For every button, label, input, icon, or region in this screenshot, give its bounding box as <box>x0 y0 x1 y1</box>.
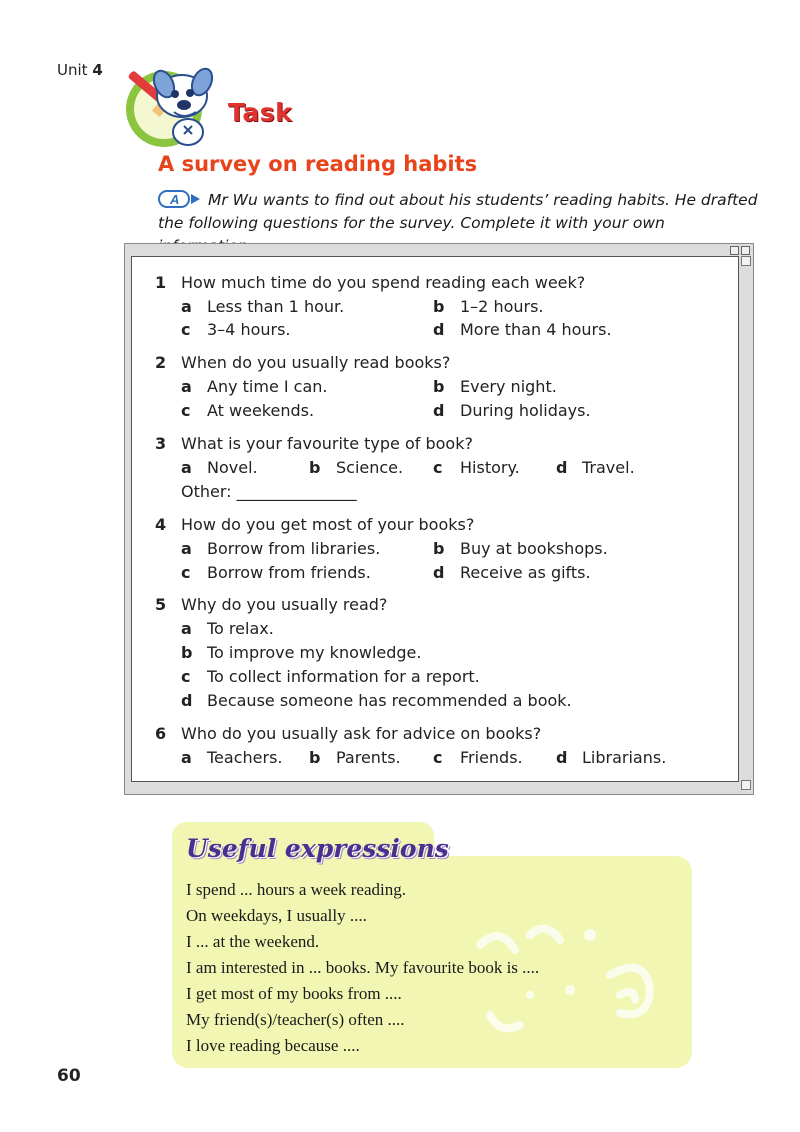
q6-option-b[interactable]: Parents. <box>336 748 401 767</box>
scroll-down-icon[interactable] <box>741 780 751 790</box>
expression-line: My friend(s)/teacher(s) often .... <box>186 1010 405 1029</box>
q6-number: 6 <box>155 724 167 743</box>
q1-letter-b: b <box>433 297 445 316</box>
q2-option-b[interactable]: Every night. <box>460 377 557 396</box>
q1-text: How much time do you spend reading each week? <box>181 273 586 292</box>
q4-letter-d: d <box>433 563 445 582</box>
q6-letter-b: b <box>309 748 321 767</box>
q2-letter-c: c <box>181 401 191 420</box>
q5-option-c[interactable]: To collect information for a report. <box>207 667 480 686</box>
q5-letter-b: b <box>181 643 193 662</box>
q6-letter-c: c <box>433 748 443 767</box>
q3-option-b[interactable]: Science. <box>336 458 404 477</box>
q5-letter-a: a <box>181 619 192 638</box>
q5-option-a[interactable]: To relax. <box>207 619 274 638</box>
unit-number: 4 <box>92 61 103 79</box>
q2-letter-d: d <box>433 401 445 420</box>
q5-letter-c: c <box>181 667 191 686</box>
expression-line: I spend ... hours a week reading. <box>186 880 406 899</box>
q4-letter-a: a <box>181 539 192 558</box>
q2-letter-b: b <box>433 377 445 396</box>
q5-option-d[interactable]: Because someone has recommended a book. <box>207 691 572 710</box>
q3-other-field[interactable]: Other: _______________ <box>181 482 357 501</box>
q2-option-a[interactable]: Any time I can. <box>207 377 328 396</box>
q3-option-c[interactable]: History. <box>460 458 520 477</box>
q3-letter-c: c <box>433 458 443 477</box>
q2-option-d[interactable]: During holidays. <box>460 401 591 420</box>
q3-letter-d: d <box>556 458 568 477</box>
q6-letter-d: d <box>556 748 568 767</box>
window-minimize-icon[interactable] <box>730 246 739 255</box>
expression-line: I get most of my books from .... <box>186 984 402 1003</box>
expression-line: I ... at the weekend. <box>186 932 320 951</box>
expression-line: I am interested in ... books. My favourite book is .... <box>186 958 540 977</box>
q3-letter-a: a <box>181 458 192 477</box>
scroll-up-icon[interactable] <box>741 256 751 266</box>
q5-option-b[interactable]: To improve my knowledge. <box>207 643 422 662</box>
q6-option-c[interactable]: Friends. <box>460 748 523 767</box>
q1-letter-d: d <box>433 320 445 339</box>
q4-option-b[interactable]: Buy at bookshops. <box>460 539 608 558</box>
q1-letter-a: a <box>181 297 192 316</box>
q6-option-a[interactable]: Teachers. <box>207 748 283 767</box>
q2-number: 2 <box>155 353 167 372</box>
q6-text: Who do you usually ask for advice on books? <box>181 724 542 743</box>
instruction-text: Mr Wu wants to find out about his students’ reading habits. He drafted the following questions for the survey. Complete it with your own <box>158 191 758 232</box>
q6-option-d[interactable]: Librarians. <box>582 748 667 767</box>
page-number: 60 <box>57 1066 81 1086</box>
q1-option-c[interactable]: 3–4 hours. <box>207 320 291 339</box>
q5-letter-d: d <box>181 691 193 710</box>
section-title: A survey on reading habits <box>158 152 478 176</box>
expression-line: On weekdays, I usually .... <box>186 906 367 925</box>
q1-letter-c: c <box>181 320 191 339</box>
q3-letter-b: b <box>309 458 321 477</box>
q3-number: 3 <box>155 434 167 453</box>
window-maximize-icon[interactable] <box>741 246 750 255</box>
q4-letter-c: c <box>181 563 191 582</box>
q3-text: What is your favourite type of book? <box>181 434 473 453</box>
section-a-badge-icon <box>158 190 202 208</box>
q1-option-a[interactable]: Less than 1 hour. <box>207 297 345 316</box>
q4-text: How do you get most of your books? <box>181 515 475 534</box>
dog-mascot-icon <box>124 64 230 150</box>
q4-option-d[interactable]: Receive as gifts. <box>460 563 591 582</box>
unit-label <box>57 61 103 79</box>
badge-letter: A <box>170 192 180 207</box>
q6-letter-a: a <box>181 748 192 767</box>
q5-text: Why do you usually read? <box>181 595 388 614</box>
q4-number: 4 <box>155 515 167 534</box>
useful-expressions-title: Useful expressions <box>186 834 449 863</box>
q1-option-d[interactable]: More than 4 hours. <box>460 320 612 339</box>
q2-letter-a: a <box>181 377 192 396</box>
task-title: Task <box>228 98 293 127</box>
q1-option-b[interactable]: 1–2 hours. <box>460 297 544 316</box>
unit-text: Unit <box>57 61 88 79</box>
q3-option-d[interactable]: Travel. <box>582 458 635 477</box>
q2-option-c[interactable]: At weekends. <box>207 401 315 420</box>
q2-text: When do you usually read books? <box>181 353 451 372</box>
expression-line: I love reading because .... <box>186 1036 360 1055</box>
q1-number: 1 <box>155 273 167 292</box>
q3-option-a[interactable]: Novel. <box>207 458 258 477</box>
q4-letter-b: b <box>433 539 445 558</box>
q4-option-c[interactable]: Borrow from friends. <box>207 563 371 582</box>
q5-number: 5 <box>155 595 167 614</box>
q4-option-a[interactable]: Borrow from libraries. <box>207 539 381 558</box>
